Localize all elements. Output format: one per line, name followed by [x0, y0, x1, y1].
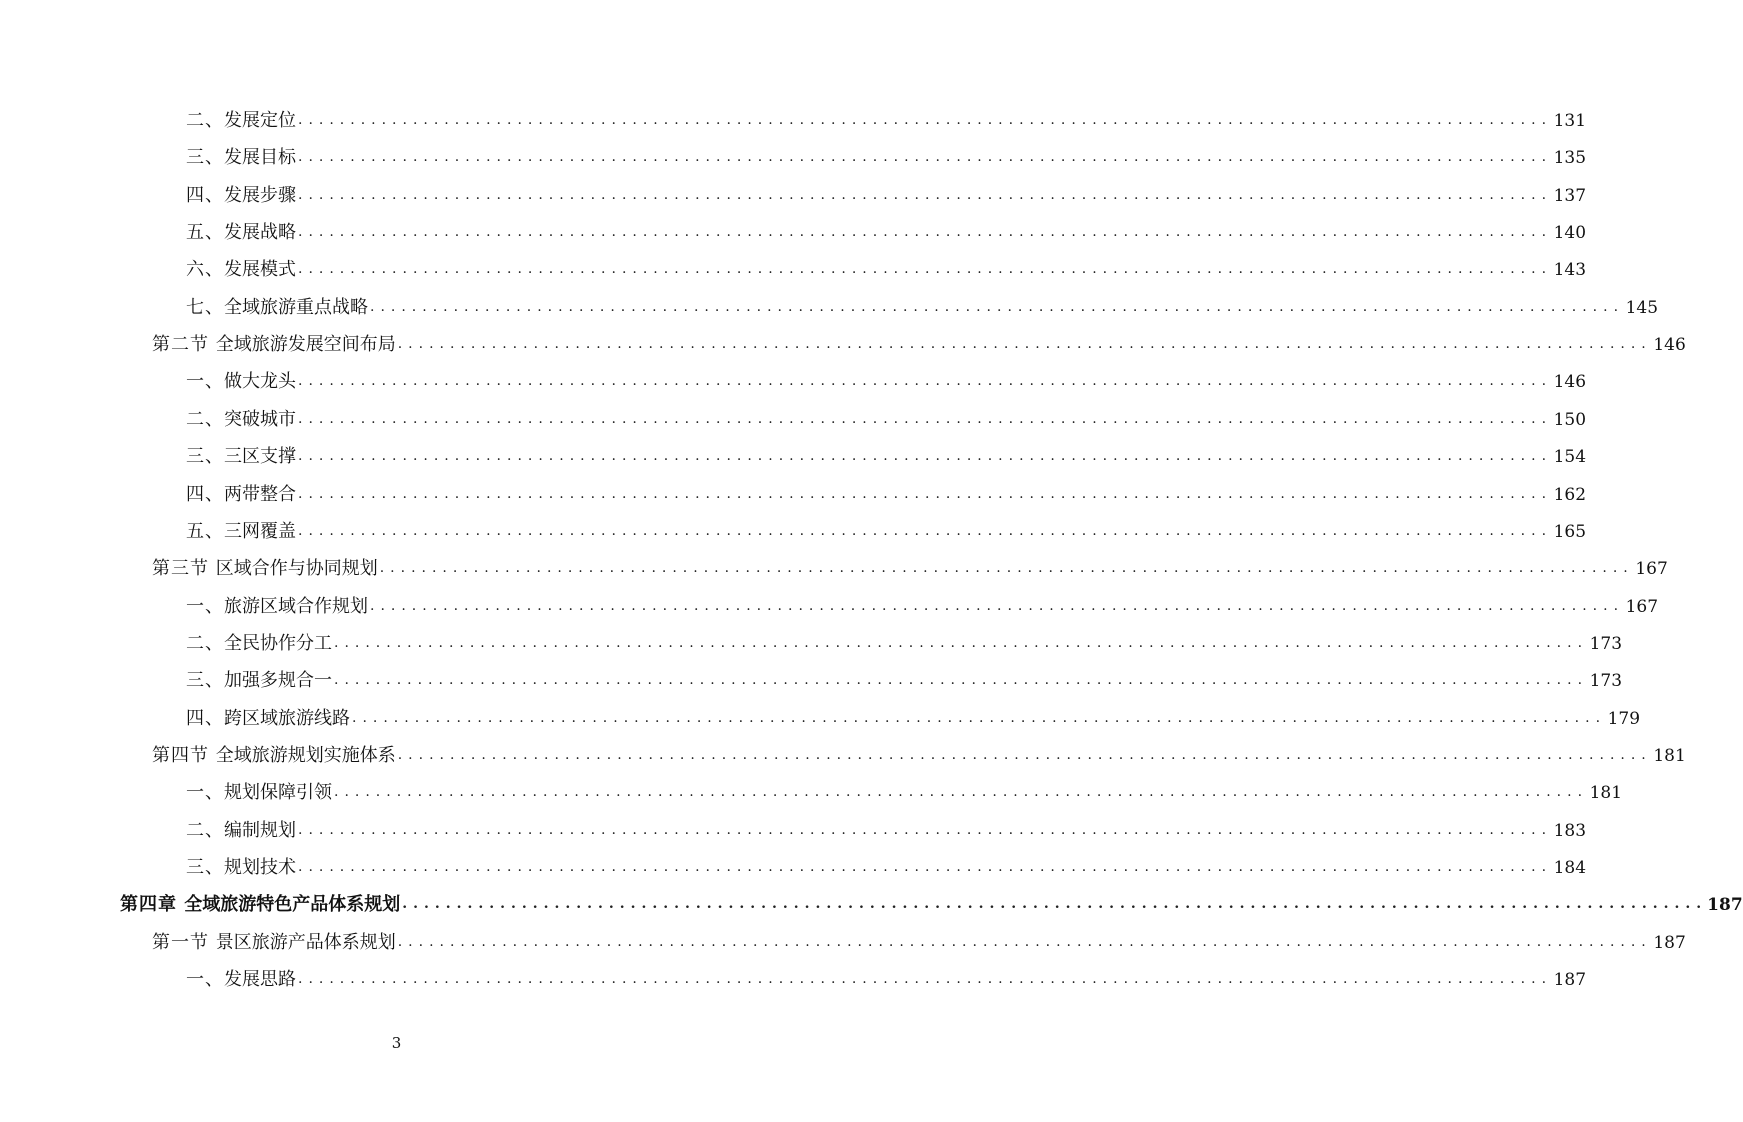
toc-entry-page-number: 181 [1653, 745, 1686, 766]
toc-entry-title: 发展思路 [224, 969, 296, 991]
toc-entry-prefix: 三、 [186, 147, 224, 169]
toc-entry-prefix: 五、 [186, 520, 224, 542]
toc-entry-item[interactable] [186, 513, 1587, 543]
toc-entry-item[interactable] [186, 662, 1623, 692]
toc-entry-prefix: 一、 [186, 969, 224, 991]
toc-entry-label [186, 820, 298, 842]
toc-entry-title: 区域合作与协同规划 [215, 558, 378, 580]
toc-entry-prefix: 三、 [186, 670, 224, 692]
toc-entry-title: 三网覆盖 [224, 520, 296, 542]
toc-entry-label [186, 969, 298, 991]
toc-entry-item[interactable] [186, 401, 1587, 431]
toc-entry-label [186, 409, 298, 431]
dot-leader: ........................................................................................................................ [298, 821, 1553, 838]
toc-entry-section[interactable] [152, 326, 1686, 356]
toc-entry-label [186, 633, 334, 655]
toc-entry-label [186, 110, 298, 132]
toc-entry-prefix: 五、 [186, 222, 224, 244]
toc-entry-page-number: 135 [1553, 148, 1587, 169]
dot-leader: ........................................................................................................................ [397, 933, 1652, 950]
toc-entry-page-number: 173 [1589, 671, 1623, 692]
toc-entry-prefix: 三、 [186, 446, 224, 468]
toc-entry-item[interactable] [186, 214, 1587, 244]
toc-entry-title: 全域旅游重点战略 [224, 296, 368, 318]
toc-entry-prefix: 三、 [186, 857, 224, 878]
toc-entry-title: 加强多规合一 [224, 670, 332, 692]
toc-entry-page-number: 187 [1707, 895, 1743, 916]
toc-entry-item[interactable] [186, 774, 1623, 804]
toc-entry-page-number: 165 [1553, 521, 1587, 542]
toc-entry-page-number: 146 [1553, 372, 1587, 393]
toc-entry-title: 全域旅游特色产品体系规划 [184, 894, 401, 916]
toc-entry-title: 发展定位 [224, 110, 296, 131]
toc-entry-section[interactable] [152, 550, 1668, 580]
toc-entry-title: 全域旅游规划实施体系 [215, 744, 396, 766]
dot-leader: ........................................................................................................................ [298, 261, 1553, 278]
dot-leader: ........................................................................................................................ [298, 485, 1553, 502]
toc-entry-item[interactable] [186, 700, 1641, 730]
toc-entry-item[interactable] [186, 139, 1587, 169]
toc-entry-title: 全民协作分工 [224, 632, 332, 654]
toc-entry-prefix: 第二节 [152, 334, 216, 356]
toc-entry-page-number: 184 [1553, 858, 1587, 878]
toc-entry-prefix: 四、 [186, 707, 224, 729]
toc-entry-label [186, 484, 298, 506]
dot-leader: ........................................................................................................................ [298, 859, 1553, 875]
toc-entry-prefix: 六、 [186, 259, 224, 281]
toc-entry-title: 两带整合 [224, 483, 296, 505]
toc-entry-title: 发展步骤 [224, 184, 296, 206]
toc-entry-prefix: 四、 [186, 483, 224, 505]
toc-entry-item[interactable] [186, 251, 1587, 281]
toc-entry-item[interactable] [186, 849, 1587, 879]
toc-entry-prefix: 一、 [186, 595, 224, 617]
toc-entry-title: 发展目标 [224, 147, 296, 169]
toc-entry-page-number: 162 [1553, 484, 1587, 505]
toc-entry-label [186, 782, 334, 804]
toc-entry-prefix: 二、 [186, 632, 224, 654]
toc-entry-label [152, 558, 380, 580]
toc-entry-title: 全域旅游发展空间布局 [215, 334, 396, 356]
toc-entry-label [152, 932, 398, 954]
dot-leader: ........................................................................................................................ [298, 971, 1553, 988]
dot-leader: ........................................................................................................................ [298, 186, 1553, 203]
toc-entry-item[interactable] [186, 812, 1587, 842]
toc-entry-page-number: 146 [1653, 335, 1686, 356]
page-number: 3 [391, 1034, 402, 1052]
dot-leader: ........................................................................................................................ [334, 672, 1589, 689]
toc-entry-page-number: 173 [1589, 633, 1623, 654]
dot-leader: ........................................................................................................................ [298, 448, 1553, 465]
toc-entry-chapter[interactable] [120, 886, 1743, 916]
toc-entry-prefix: 第四节 [152, 744, 216, 766]
toc-entry-title: 规划保障引领 [224, 782, 332, 804]
dot-leader: ........................................................................................................................ [397, 746, 1652, 763]
toc-entry-prefix: 二、 [186, 110, 224, 131]
dot-leader: ........................................................................................................................ [352, 709, 1607, 726]
toc-entry-label [186, 371, 298, 393]
toc-entry-item[interactable] [186, 625, 1623, 655]
toc-entry-label [186, 670, 334, 692]
toc-entry-title: 旅游区域合作规划 [224, 595, 368, 617]
dot-leader: ........................................................................................................................ [379, 560, 1634, 577]
toc-entry-title: 突破城市 [224, 408, 296, 430]
dot-leader: ........................................................................................................................ [298, 149, 1553, 166]
toc-entry-item[interactable] [186, 363, 1587, 393]
toc-entry-page-number: 140 [1553, 223, 1587, 244]
toc-entry-label [152, 745, 398, 767]
toc-entry-title: 跨区域旅游线路 [224, 707, 350, 729]
toc-entry-item[interactable] [186, 289, 1659, 319]
toc-entry-page-number: 181 [1589, 783, 1623, 804]
toc-entry-label [120, 894, 402, 916]
toc-entry-page-number: 187 [1653, 932, 1686, 953]
toc-entry-item[interactable] [186, 961, 1587, 991]
toc-entry-item[interactable] [186, 588, 1659, 618]
dot-leader: ........................................................................................................................ [334, 784, 1589, 801]
toc-entry-item[interactable] [186, 438, 1587, 468]
toc-entry-title: 发展战略 [224, 222, 296, 244]
toc-entry-page-number: 167 [1625, 596, 1659, 617]
toc-entry-label [186, 259, 298, 281]
toc-entry-label [186, 222, 298, 244]
toc-entry-label [186, 596, 370, 618]
toc-entry-label [186, 708, 352, 730]
toc-entry-title: 规划技术 [224, 857, 296, 878]
toc-entry-page-number: 167 [1635, 559, 1668, 580]
toc-entry-title: 编制规划 [224, 819, 296, 841]
toc-entry-page-number: 137 [1553, 185, 1587, 206]
toc-entry-section[interactable] [152, 924, 1686, 954]
toc-entry-title: 三区支撑 [224, 446, 296, 468]
dot-leader: ........................................................................................................................ [298, 373, 1553, 390]
toc-entry-label [186, 857, 298, 879]
toc-entry-label [186, 521, 298, 543]
toc-entry-prefix: 二、 [186, 819, 224, 841]
toc-entry-page-number: 150 [1553, 409, 1587, 430]
toc-entry-item[interactable] [186, 102, 1587, 132]
dot-leader: ........................................................................................................................ [298, 112, 1553, 128]
dot-leader: ........................................................................................................................ [370, 298, 1625, 315]
toc-entry-section[interactable] [152, 737, 1686, 767]
dot-leader: ........................................................................................................................ [334, 634, 1589, 651]
dot-leader: ........................................................................................................................ [370, 597, 1625, 614]
toc-entry-page-number: 187 [1553, 970, 1587, 991]
toc-entry-item[interactable] [186, 476, 1587, 506]
toc-entry-label [152, 334, 398, 356]
toc-entry-prefix: 第三节 [152, 558, 216, 580]
dot-leader: ........................................................................................................................ [397, 336, 1652, 353]
toc-entry-prefix: 四、 [186, 184, 224, 206]
toc-entry-page-number: 179 [1607, 708, 1641, 729]
toc-entry-title: 做大龙头 [224, 371, 296, 393]
toc-entry-prefix: 第一节 [152, 931, 216, 953]
toc-entry-item[interactable] [186, 177, 1587, 207]
dot-leader: ........................................................................................................................ [298, 410, 1553, 427]
toc-entry-prefix: 七、 [186, 296, 224, 318]
toc-entry-page-number: 131 [1553, 111, 1587, 131]
toc-entry-page-number: 154 [1553, 447, 1587, 468]
toc-entry-label [186, 185, 298, 207]
toc-entry-page-number: 183 [1553, 820, 1587, 841]
toc-entry-prefix: 一、 [186, 371, 224, 393]
dot-leader: ........................................................................................................................ [402, 896, 1708, 913]
toc-entry-label [186, 446, 298, 468]
toc-entry-title: 发展模式 [224, 259, 296, 281]
dot-leader: ........................................................................................................................ [298, 522, 1553, 539]
toc-entry-title: 景区旅游产品体系规划 [215, 931, 396, 953]
toc-entry-page-number: 143 [1553, 260, 1587, 281]
dot-leader: ........................................................................................................................ [298, 224, 1553, 241]
toc-entry-page-number: 145 [1625, 297, 1659, 318]
toc-entry-prefix: 二、 [186, 408, 224, 430]
toc-entry-prefix: 第四章 [120, 894, 185, 916]
toc-entry-label [186, 147, 298, 169]
toc-entry-label [186, 297, 370, 319]
toc-entry-prefix: 一、 [186, 782, 224, 804]
